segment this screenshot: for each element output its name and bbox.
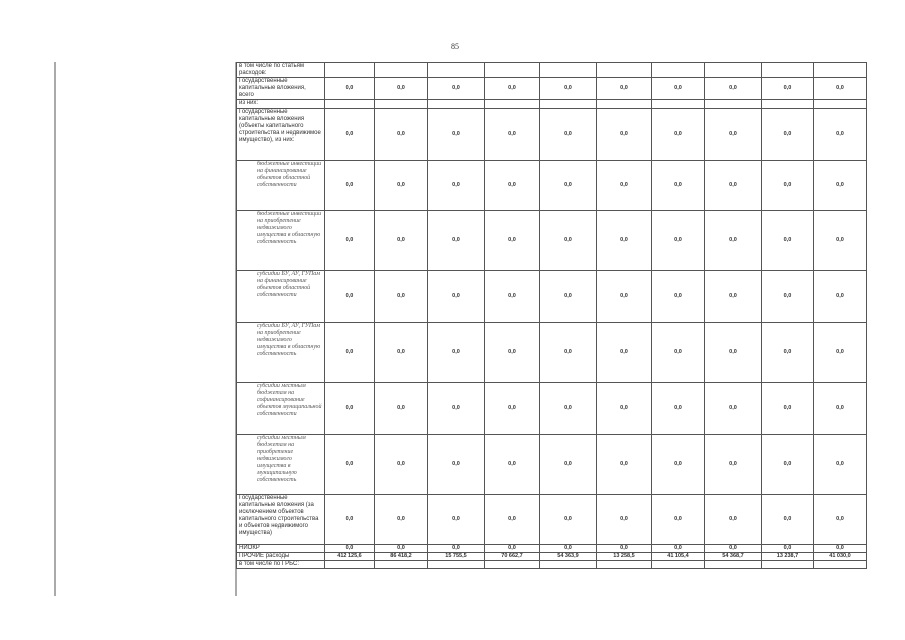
value-cell: 0,0 <box>485 109 540 161</box>
value-cell <box>540 63 597 78</box>
value-cell: 0,0 <box>375 545 428 553</box>
table-row <box>237 553 867 561</box>
value-cell: 0,0 <box>375 161 428 211</box>
row-label: в том числе по статьям расходов: <box>237 63 325 78</box>
value-cell <box>375 561 428 569</box>
value-cell: 0,0 <box>375 109 428 161</box>
value-cell: 54 368,7 <box>705 553 762 561</box>
value-cell: 0,0 <box>485 323 540 383</box>
value-cell: 0,0 <box>814 211 867 271</box>
value-cell: 0,0 <box>814 545 867 553</box>
value-cell: 0,0 <box>652 383 705 435</box>
value-cell <box>540 100 597 109</box>
value-cell: 0,0 <box>652 161 705 211</box>
value-cell: 0,0 <box>428 545 485 553</box>
value-cell <box>485 100 540 109</box>
value-cell: 0,0 <box>428 495 485 545</box>
value-cell: 0,0 <box>428 161 485 211</box>
row-label: Государственные капитальные вложения (объекты капитального строительства и недвижимое имущество), из них: <box>237 109 325 161</box>
value-cell: 0,0 <box>814 109 867 161</box>
value-cell: 0,0 <box>540 495 597 545</box>
value-cell: 0,0 <box>705 323 762 383</box>
row-label: в том числе по ГРБС: <box>237 561 325 569</box>
value-cell: 0,0 <box>540 323 597 383</box>
value-cell <box>814 100 867 109</box>
value-cell: 0,0 <box>597 161 652 211</box>
row-label: субсидии БУ, АУ, ГУПам на финансирование объектов областной собственности <box>237 271 325 323</box>
value-cell: 86 418,2 <box>375 553 428 561</box>
value-cell: 54 363,9 <box>540 553 597 561</box>
value-cell: 0,0 <box>428 109 485 161</box>
value-cell: 0,0 <box>652 109 705 161</box>
value-cell <box>762 100 814 109</box>
value-cell: 0,0 <box>762 109 814 161</box>
value-cell <box>325 561 375 569</box>
value-cell: 0,0 <box>540 383 597 435</box>
value-cell: 0,0 <box>428 78 485 100</box>
value-cell: 0,0 <box>597 545 652 553</box>
value-cell <box>375 100 428 109</box>
value-cell <box>428 561 485 569</box>
budget-table-body <box>237 63 867 569</box>
table-row <box>237 545 867 553</box>
value-cell <box>375 63 428 78</box>
table-row <box>237 435 867 495</box>
value-cell: 0,0 <box>325 211 375 271</box>
value-cell <box>762 561 814 569</box>
value-cell: 0,0 <box>762 161 814 211</box>
value-cell: 41 105,4 <box>652 553 705 561</box>
value-cell <box>597 100 652 109</box>
value-cell: 0,0 <box>762 545 814 553</box>
value-cell <box>814 561 867 569</box>
value-cell: 0,0 <box>485 435 540 495</box>
value-cell <box>325 100 375 109</box>
page-number: 85 <box>451 42 459 51</box>
value-cell: 0,0 <box>762 78 814 100</box>
value-cell: 13 238,7 <box>762 553 814 561</box>
value-cell: 0,0 <box>325 435 375 495</box>
value-cell: 0,0 <box>705 545 762 553</box>
value-cell: 0,0 <box>375 495 428 545</box>
value-cell: 0,0 <box>428 383 485 435</box>
value-cell: 0,0 <box>375 383 428 435</box>
value-cell: 41 030,0 <box>814 553 867 561</box>
value-cell: 0,0 <box>325 323 375 383</box>
table-row <box>237 100 867 109</box>
value-cell: 0,0 <box>762 271 814 323</box>
value-cell: 0,0 <box>762 495 814 545</box>
budget-table <box>236 62 867 569</box>
value-cell: 0,0 <box>325 383 375 435</box>
row-label: Государственные капитальные вложения (за исключением объектов капитального строительства и объектов недвижимого имущества) <box>237 495 325 545</box>
table-row <box>237 63 867 78</box>
value-cell: 0,0 <box>597 211 652 271</box>
value-cell: 0,0 <box>652 78 705 100</box>
value-cell: 0,0 <box>597 495 652 545</box>
row-label: НИОКР <box>237 545 325 553</box>
value-cell: 0,0 <box>705 383 762 435</box>
value-cell <box>325 63 375 78</box>
value-cell: 70 662,7 <box>485 553 540 561</box>
value-cell: 0,0 <box>485 383 540 435</box>
value-cell: 0,0 <box>814 495 867 545</box>
value-cell <box>652 100 705 109</box>
row-label: субсидии местным бюджетам на софинансирование объектов муниципальной собственности <box>237 383 325 435</box>
value-cell: 0,0 <box>814 323 867 383</box>
table-row <box>237 211 867 271</box>
value-cell: 0,0 <box>375 323 428 383</box>
table-row <box>237 383 867 435</box>
value-cell: 0,0 <box>485 271 540 323</box>
value-cell: 0,0 <box>652 435 705 495</box>
value-cell: 0,0 <box>325 78 375 100</box>
value-cell: 0,0 <box>705 161 762 211</box>
value-cell <box>485 63 540 78</box>
value-cell <box>485 561 540 569</box>
value-cell: 0,0 <box>597 109 652 161</box>
value-cell: 0,0 <box>485 78 540 100</box>
value-cell: 0,0 <box>762 211 814 271</box>
value-cell: 0,0 <box>652 495 705 545</box>
value-cell: 13 258,5 <box>597 553 652 561</box>
value-cell: 0,0 <box>652 271 705 323</box>
value-cell: 0,0 <box>705 78 762 100</box>
table-row <box>237 271 867 323</box>
value-cell: 0,0 <box>325 161 375 211</box>
value-cell: 0,0 <box>652 211 705 271</box>
value-cell: 15 755,5 <box>428 553 485 561</box>
value-cell: 0,0 <box>705 211 762 271</box>
value-cell <box>652 63 705 78</box>
value-cell <box>814 63 867 78</box>
value-cell: 0,0 <box>814 435 867 495</box>
value-cell: 0,0 <box>540 435 597 495</box>
value-cell: 0,0 <box>485 211 540 271</box>
value-cell: 0,0 <box>705 495 762 545</box>
value-cell: 0,0 <box>814 271 867 323</box>
table-row <box>237 78 867 100</box>
value-cell: 0,0 <box>597 78 652 100</box>
value-cell: 0,0 <box>428 435 485 495</box>
row-label: из них: <box>237 100 325 109</box>
value-cell: 0,0 <box>325 271 375 323</box>
value-cell: 0,0 <box>597 323 652 383</box>
value-cell: 0,0 <box>705 271 762 323</box>
value-cell: 0,0 <box>485 161 540 211</box>
value-cell <box>597 63 652 78</box>
value-cell <box>597 561 652 569</box>
value-cell: 0,0 <box>540 545 597 553</box>
value-cell <box>428 63 485 78</box>
row-label: субсидии БУ, АУ, ГУПам на приобретение недвижимого имущества в областную собственность <box>237 323 325 383</box>
value-cell: 0,0 <box>597 435 652 495</box>
value-cell: 0,0 <box>375 211 428 271</box>
value-cell: 0,0 <box>485 495 540 545</box>
value-cell: 0,0 <box>375 271 428 323</box>
value-cell: 0,0 <box>762 435 814 495</box>
value-cell: 0,0 <box>652 323 705 383</box>
value-cell <box>540 561 597 569</box>
table-row <box>237 161 867 211</box>
value-cell <box>705 100 762 109</box>
value-cell: 0,0 <box>597 271 652 323</box>
value-cell: 0,0 <box>597 383 652 435</box>
row-label: бюджетные инвестиции на приобретение недвижимого имущества в областную собственность <box>237 211 325 271</box>
value-cell: 0,0 <box>652 545 705 553</box>
value-cell: 0,0 <box>428 323 485 383</box>
value-cell: 0,0 <box>325 495 375 545</box>
value-cell: 0,0 <box>375 435 428 495</box>
value-cell: 0,0 <box>540 109 597 161</box>
value-cell: 0,0 <box>540 211 597 271</box>
table-row <box>237 109 867 161</box>
value-cell: 0,0 <box>375 78 428 100</box>
row-label: субсидии местным бюджетам на приобретение недвижимого имущества в муниципальную собственность <box>237 435 325 495</box>
value-cell: 0,0 <box>705 435 762 495</box>
row-label: бюджетные инвестиции на финансирование объектов областной собственности <box>237 161 325 211</box>
value-cell <box>652 561 705 569</box>
value-cell: 0,0 <box>485 545 540 553</box>
table-row <box>237 495 867 545</box>
value-cell: 0,0 <box>762 383 814 435</box>
row-label: ПРОЧИЕ расходы <box>237 553 325 561</box>
value-cell: 0,0 <box>540 78 597 100</box>
value-cell: 0,0 <box>540 271 597 323</box>
value-cell: 0,0 <box>428 271 485 323</box>
value-cell: 0,0 <box>814 383 867 435</box>
value-cell: 0,0 <box>540 161 597 211</box>
value-cell: 0,0 <box>705 109 762 161</box>
value-cell: 412 125,6 <box>325 553 375 561</box>
value-cell: 0,0 <box>325 545 375 553</box>
value-cell <box>705 63 762 78</box>
row-label: Государственные капитальные вложения, всего <box>237 78 325 100</box>
value-cell <box>705 561 762 569</box>
value-cell <box>428 100 485 109</box>
value-cell: 0,0 <box>325 109 375 161</box>
table-row <box>237 561 867 569</box>
table-row <box>237 323 867 383</box>
value-cell: 0,0 <box>428 211 485 271</box>
value-cell <box>762 63 814 78</box>
value-cell: 0,0 <box>762 323 814 383</box>
value-cell: 0,0 <box>814 161 867 211</box>
value-cell: 0,0 <box>814 78 867 100</box>
